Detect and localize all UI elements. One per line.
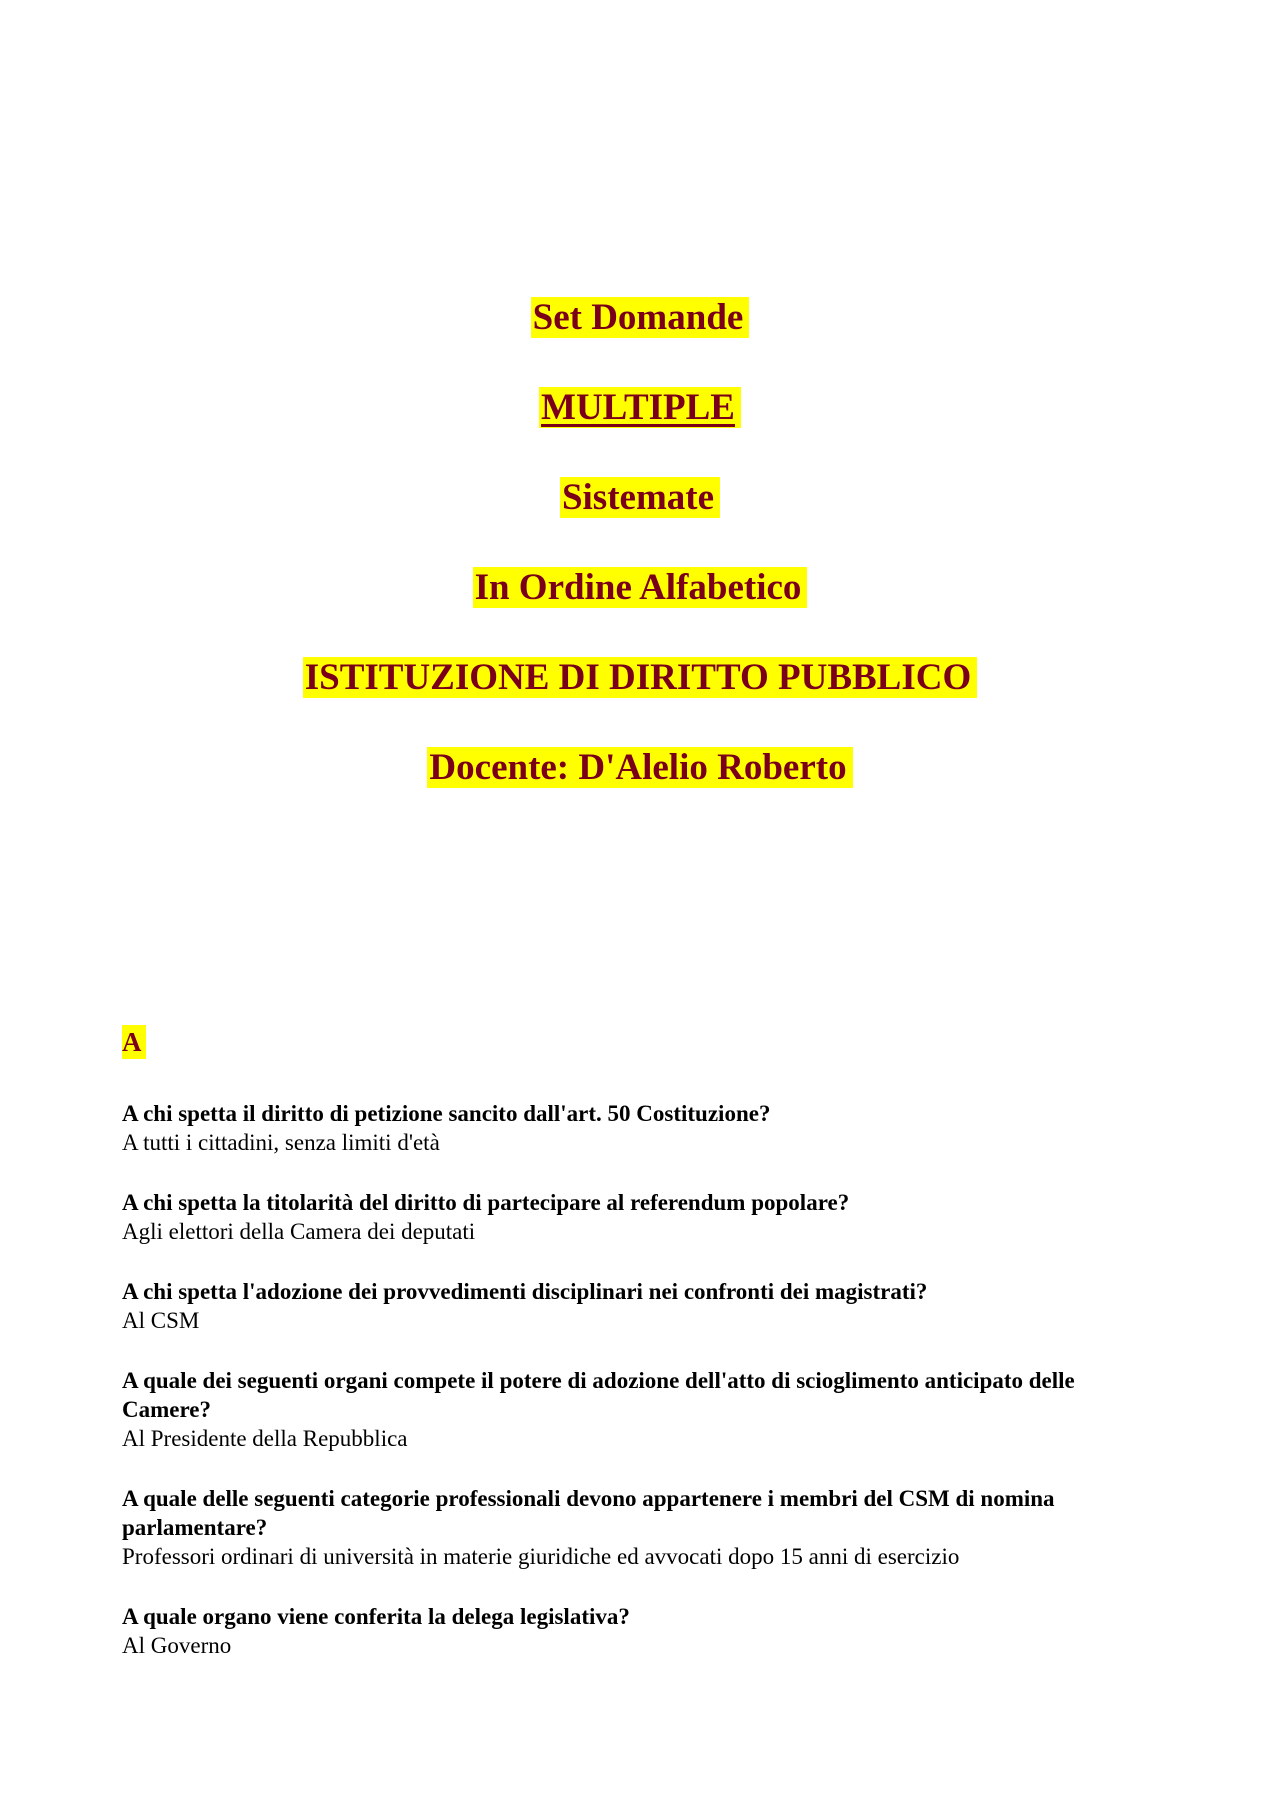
title-sistemate: Sistemate [560,477,720,518]
question-text: A chi spetta la titolarità del diritto di partecipare al referendum popolare? [122,1190,850,1215]
title-course-name: ISTITUZIONE DI DIRITTO PUBBLICO [303,657,978,698]
qa-item [122,1099,1162,1157]
title-line-course [0,656,1280,746]
qa-item [122,1484,1162,1571]
question-text: A quale delle seguenti categorie professionali devono appartenere i membri del CSM di nomina parlamentare? [122,1486,1055,1540]
question-text: A quale dei seguenti organi compete il potere di adozione dell'atto di scioglimento anticipato delle Camere? [122,1368,1075,1422]
qa-item [122,1602,1162,1660]
title-ordine-alfabetico: In Ordine Alfabetico [473,567,808,608]
qa-item [122,1188,1162,1246]
question-text: A chi spetta l'adozione dei provvedimenti disciplinari nei confronti dei magistrati? [122,1279,928,1304]
qa-item [122,1277,1162,1335]
answer-text: Al Presidente della Repubblica [122,1426,408,1451]
title-line-set-domande [0,296,1280,386]
answer-text: Professori ordinari di università in materie giuridiche ed avvocati dopo 15 anni di esercizio [122,1544,960,1569]
title-multiple: MULTIPLE [539,387,741,428]
section-letter: A [122,1025,146,1059]
title-docente: Docente: D'Alelio Roberto [427,747,852,788]
title-line-docente [0,746,1280,836]
qa-item [122,1366,1162,1453]
question-text: A quale organo viene conferita la delega legislativa? [122,1604,630,1629]
answer-text: Agli elettori della Camera dei deputati [122,1219,476,1244]
question-text: A chi spetta il diritto di petizione sancito dall'art. 50 Costituzione? [122,1101,771,1126]
answer-text: A tutti i cittadini, senza limiti d'età [122,1130,440,1155]
title-set-domande: Set Domande [531,297,750,338]
title-line-sistemate [0,476,1280,566]
title-line-multiple [0,386,1280,476]
answer-text: Al Governo [122,1633,232,1658]
title-line-ordine [0,566,1280,656]
answer-text: Al CSM [122,1308,200,1333]
qa-list [122,1099,1162,1691]
title-block [0,296,1280,836]
